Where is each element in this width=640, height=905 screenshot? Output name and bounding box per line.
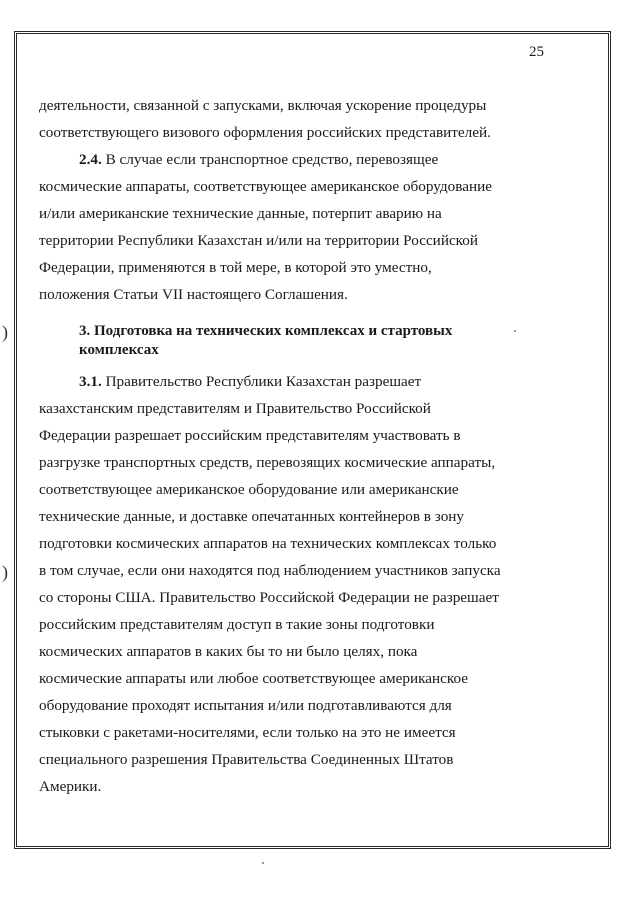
spacer (39, 308, 559, 322)
heading-line: комплексах (79, 342, 159, 358)
text-line: Федерации разрешает российским представителям участвовать в (39, 427, 461, 444)
text-line: деятельности, связанной с запусками, включая ускорение процедуры (39, 97, 487, 114)
text-line: подготовки космических аппаратов на технических комплексах только (39, 535, 497, 552)
text-line: в том случае, если они находятся под наблюдением участников запуска (39, 562, 501, 579)
text-line: оборудование проходят испытания и/или подготавливаются для (39, 697, 452, 714)
text-line: космические аппараты, соответствующее американское оборудование (39, 178, 492, 195)
text-line: и/или американские технические данные, потерпит аварию на (39, 205, 442, 222)
scan-dot (262, 862, 264, 864)
clause-number: 3.1. (79, 373, 102, 390)
text-line: положения Статьи VII настоящего Соглашения. (39, 286, 348, 303)
text-line: стыковки с ракетами-носителями, если только на это не имеется (39, 724, 456, 741)
text-line: со стороны США. Правительство Российской Федерации не разрешает (39, 589, 499, 606)
paragraph-3-1 (39, 368, 559, 800)
text-line: Федерации, применяются в той мере, в которой это уместно, (39, 259, 432, 276)
document-body (39, 92, 559, 800)
text-line: технические данные, и доставке опечатанных контейнеров в зону (39, 508, 465, 525)
heading-line: 3. Подготовка на технических комплексах и стартовых (79, 323, 453, 339)
text-line: космических аппаратов в каких бы то ни было целях, пока (39, 643, 418, 660)
text-line: территории Республики Казахстан и/или на территории Российской (39, 232, 479, 249)
paragraph-2-4 (39, 146, 559, 308)
paragraph-continuation (39, 92, 559, 146)
clause-number: 2.4. (79, 151, 102, 168)
text-line: российским представителям доступ в такие зоны подготовки (39, 616, 435, 633)
text-line (39, 146, 559, 173)
text-line: космические аппараты или любое соответствующее американское (39, 670, 468, 687)
clause-text: Правительство Республики Казахстан разрешает (101, 373, 422, 390)
margin-mark-upper: ) (2, 322, 8, 342)
text-line: казахстанским представителям и Правительство Российской (39, 400, 431, 417)
text-line (39, 368, 559, 395)
spacer (39, 360, 559, 368)
section-heading (39, 322, 559, 360)
clause-text: В случае если транспортное средство, перевозящее (101, 151, 439, 168)
text-line: соответствующего визового оформления российских представителей. (39, 124, 491, 141)
text-line: Америки. (39, 778, 102, 795)
margin-mark-lower: ) (2, 562, 8, 582)
page-number: 25 (529, 44, 544, 60)
text-line: соответствующее американское оборудование или американские (39, 481, 459, 498)
text-line: разгрузке транспортных средств, перевозящих космические аппараты, (39, 454, 496, 471)
text-line: специального разрешения Правительства Соединенных Штатов (39, 751, 454, 768)
